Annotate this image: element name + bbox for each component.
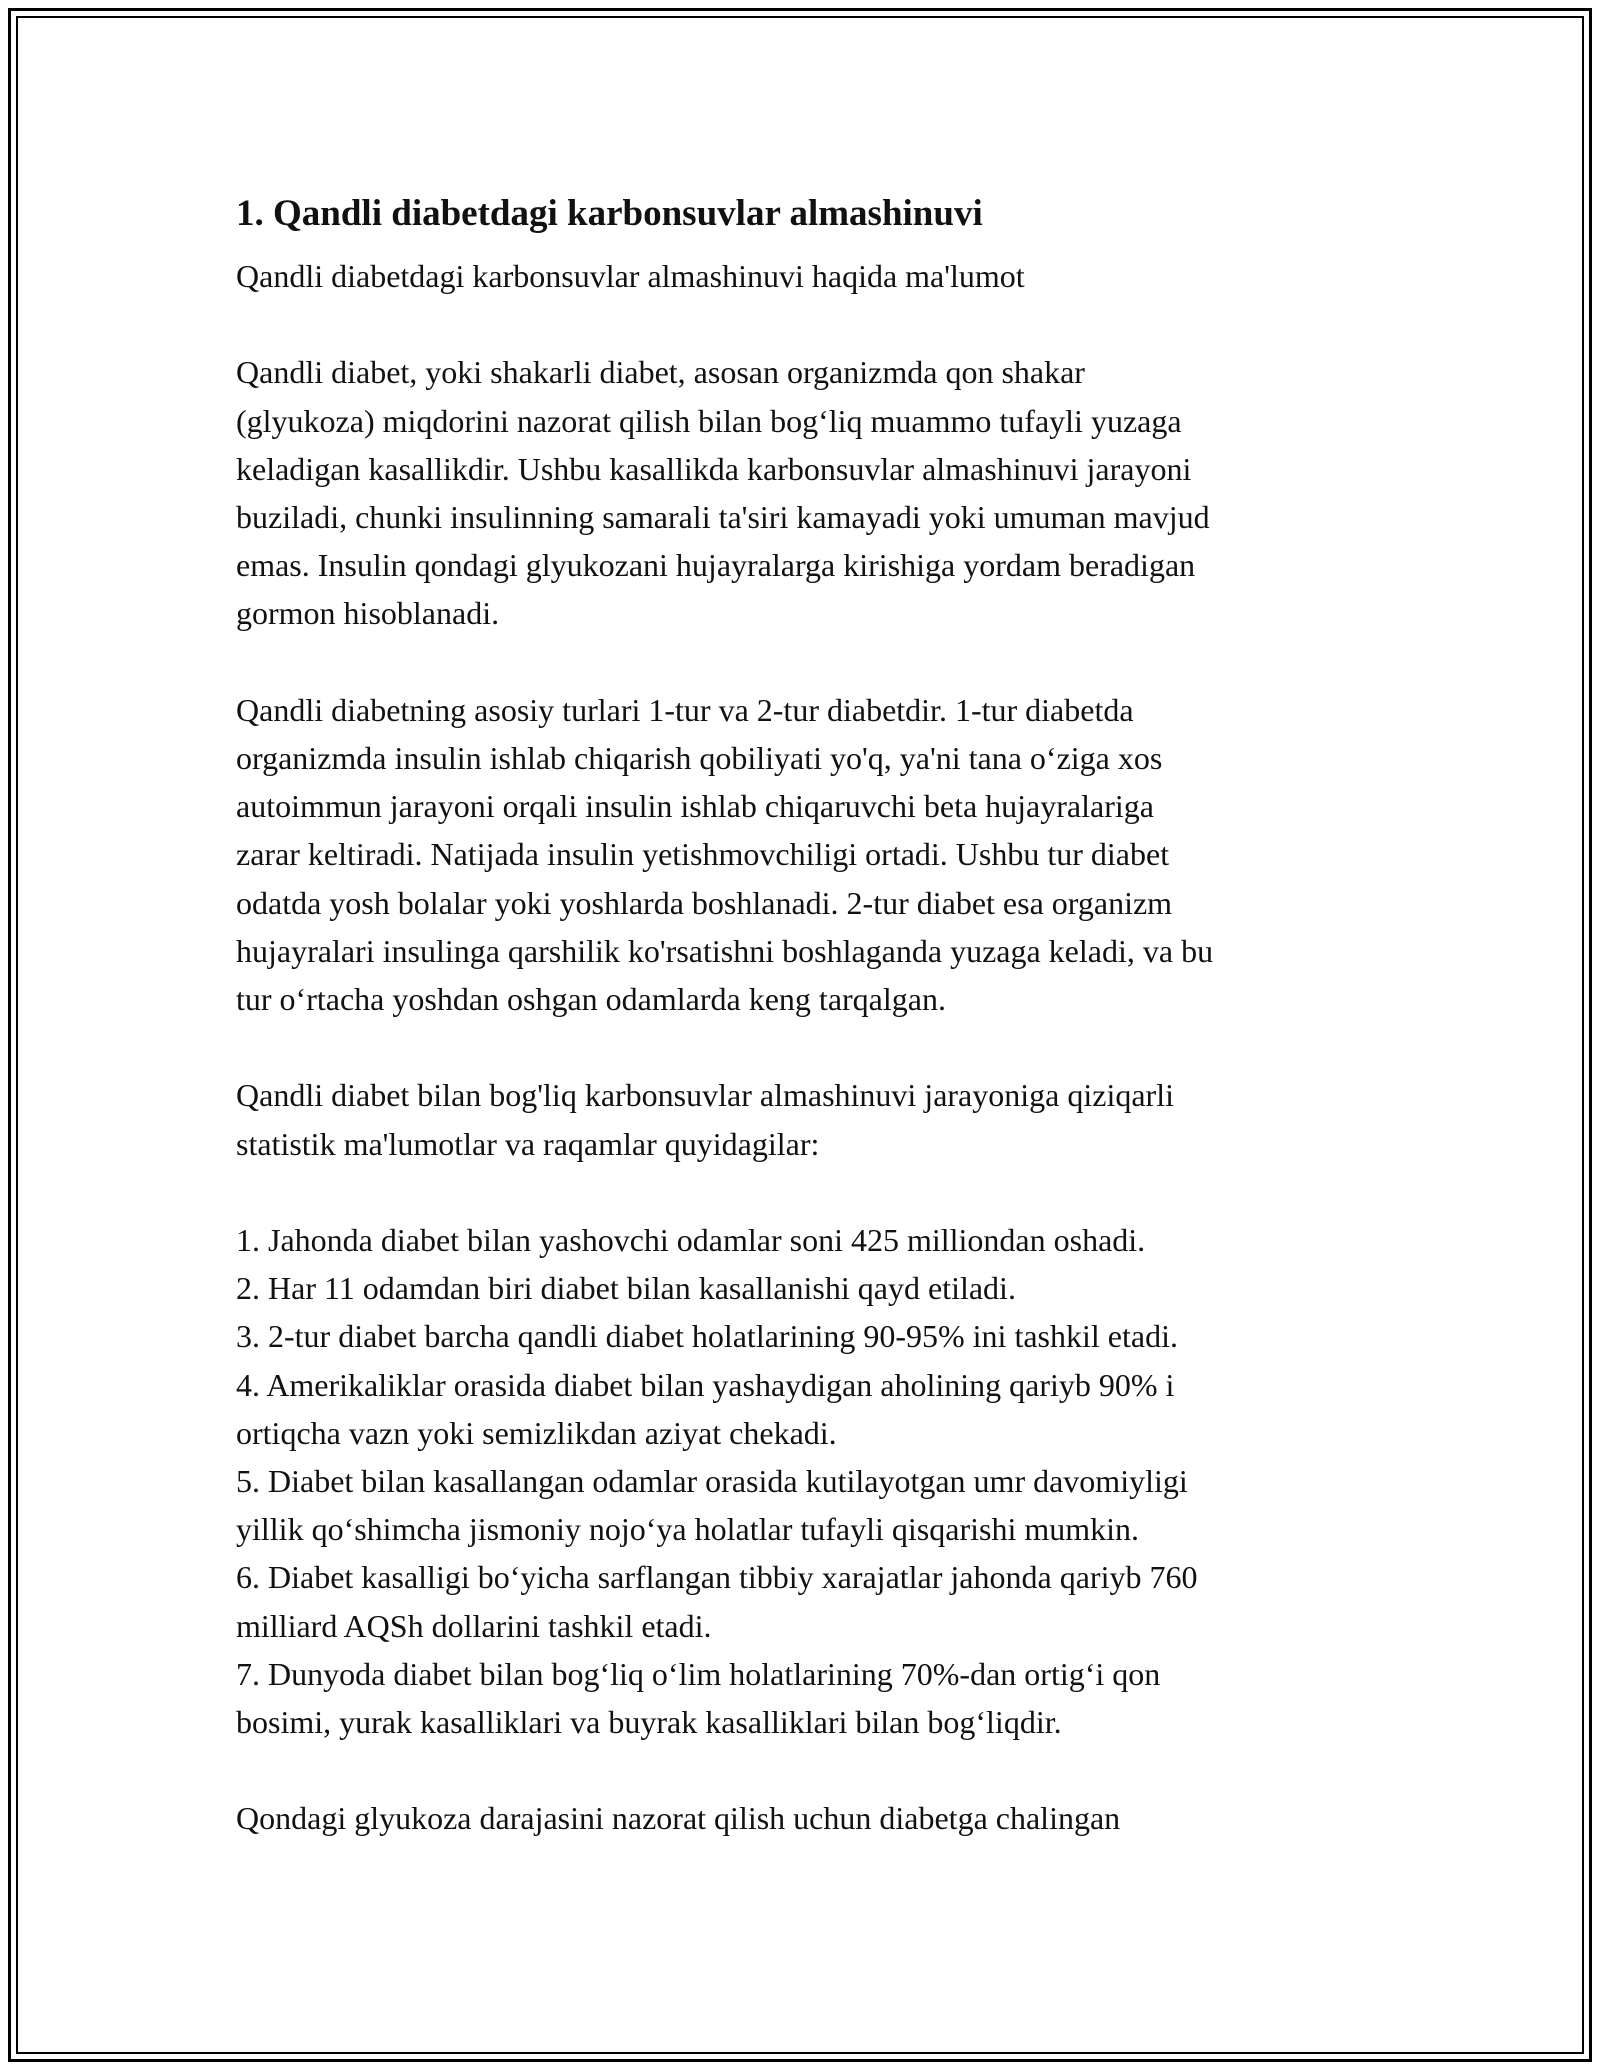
text-line: tur o‘rtacha yoshdan oshgan odamlarda keng tarqalgan. [236, 981, 946, 1018]
paragraph-gap [236, 1168, 1366, 1216]
list-item: yillik qo‘shimcha jismoniy nojo‘ya holatlar tufayli qisqarishi mumkin. [236, 1511, 1139, 1548]
text-line: emas. Insulin qondagi glyukozani hujayralarga kirishiga yordam beradigan [236, 547, 1196, 584]
paragraph-diabetes-types [236, 686, 1366, 1023]
text-line: autoimmun jarayoni orqali insulin ishlab chiqaruvchi beta hujayralariga [236, 788, 1154, 825]
paragraph-glucose-control [236, 1794, 1366, 1842]
list-item: milliard AQSh dollarini tashkil etadi. [236, 1607, 712, 1644]
paragraph-diabetes-definition [236, 348, 1366, 637]
list-item: 2. Har 11 odamdan biri diabet bilan kasallanishi qayd etiladi. [236, 1270, 1016, 1307]
list-item: 4. Amerikaliklar orasida diabet bilan yashaydigan aholining qariyb 90% i [236, 1366, 1175, 1403]
list-item: 6. Diabet kasalligi bo‘yicha sarflangan tibbiy xarajatlar jahonda qariyb 760 [236, 1559, 1198, 1596]
text-line: zarar keltiradi. Natijada insulin yetishmovchiligi ortadi. Ushbu tur diabet [236, 836, 1170, 873]
document-title: 1. Qandli diabetdagi karbonsuvlar almashinuvi [236, 193, 983, 234]
list-item: ortiqcha vazn yoki semizlikdan aziyat chekadi. [236, 1414, 837, 1451]
paragraph-statistics-intro [236, 1071, 1366, 1167]
paragraph-gap [236, 638, 1366, 686]
text-line: buziladi, chunki insulinning samarali ta'siri kamayadi yoki umuman mavjud [236, 499, 1210, 535]
text-line: odatda yosh bolalar yoki yoshlarda boshlanadi. 2-tur diabet esa organizm [236, 884, 1173, 921]
text-line: gormon hisoblanadi. [236, 595, 500, 632]
list-item: 5. Diabet bilan kasallangan odamlar orasida kutilayotgan umr davomiyligi [236, 1463, 1188, 1500]
text-line: Qondagi glyukoza darajasini nazorat qilish uchun diabetga chalingan [236, 1800, 1121, 1837]
paragraph-gap [236, 300, 1366, 348]
text-line: Qandli diabetning asosiy turlari 1-tur va 2-tur diabetdir. 1-tur diabetda [236, 691, 1134, 728]
text-line: organizmda insulin ishlab chiqarish qobiliyati yo'q, ya'ni tana o‘ziga xos [236, 740, 1163, 776]
list-item: 3. 2-tur diabet barcha qandli diabet holatlarining 90-95% ini tashkil etadi. [236, 1318, 1178, 1355]
list-item: 7. Dunyoda diabet bilan bog‘liq o‘lim holatlarining 70%-dan ortig‘i qon [236, 1655, 1161, 1692]
paragraph-gap [236, 1746, 1366, 1794]
document-body [236, 186, 1366, 1843]
text-line: hujayralari insulinga qarshilik ko'rsatishni boshlaganda yuzaga keladi, va bu [236, 932, 1214, 969]
paragraph-gap [236, 1023, 1366, 1071]
statistics-list [236, 1216, 1366, 1746]
document-subtitle: Qandli diabetdagi karbonsuvlar almashinuvi haqida ma'lumot [236, 258, 1025, 294]
text-line: Qandli diabet bilan bog'liq karbonsuvlar almashinuvi jarayoniga qiziqarli [236, 1077, 1174, 1114]
list-item: bosimi, yurak kasalliklari va buyrak kasalliklari bilan bog‘liqdir. [236, 1704, 1062, 1741]
list-item: 1. Jahonda diabet bilan yashovchi odamlar soni 425 milliondan oshadi. [236, 1222, 1146, 1258]
text-line: (glyukoza) miqdorini nazorat qilish bilan bog‘liq muammo tufayli yuzaga [236, 402, 1182, 439]
text-line: Qandli diabet, yoki shakarli diabet, asosan organizmda qon shakar [236, 354, 1085, 391]
text-line: keladigan kasallikdir. Ushbu kasallikda karbonsuvlar almashinuvi jarayoni [236, 450, 1192, 487]
text-line: statistik ma'lumotlar va raqamlar quyidagilar: [236, 1125, 820, 1162]
